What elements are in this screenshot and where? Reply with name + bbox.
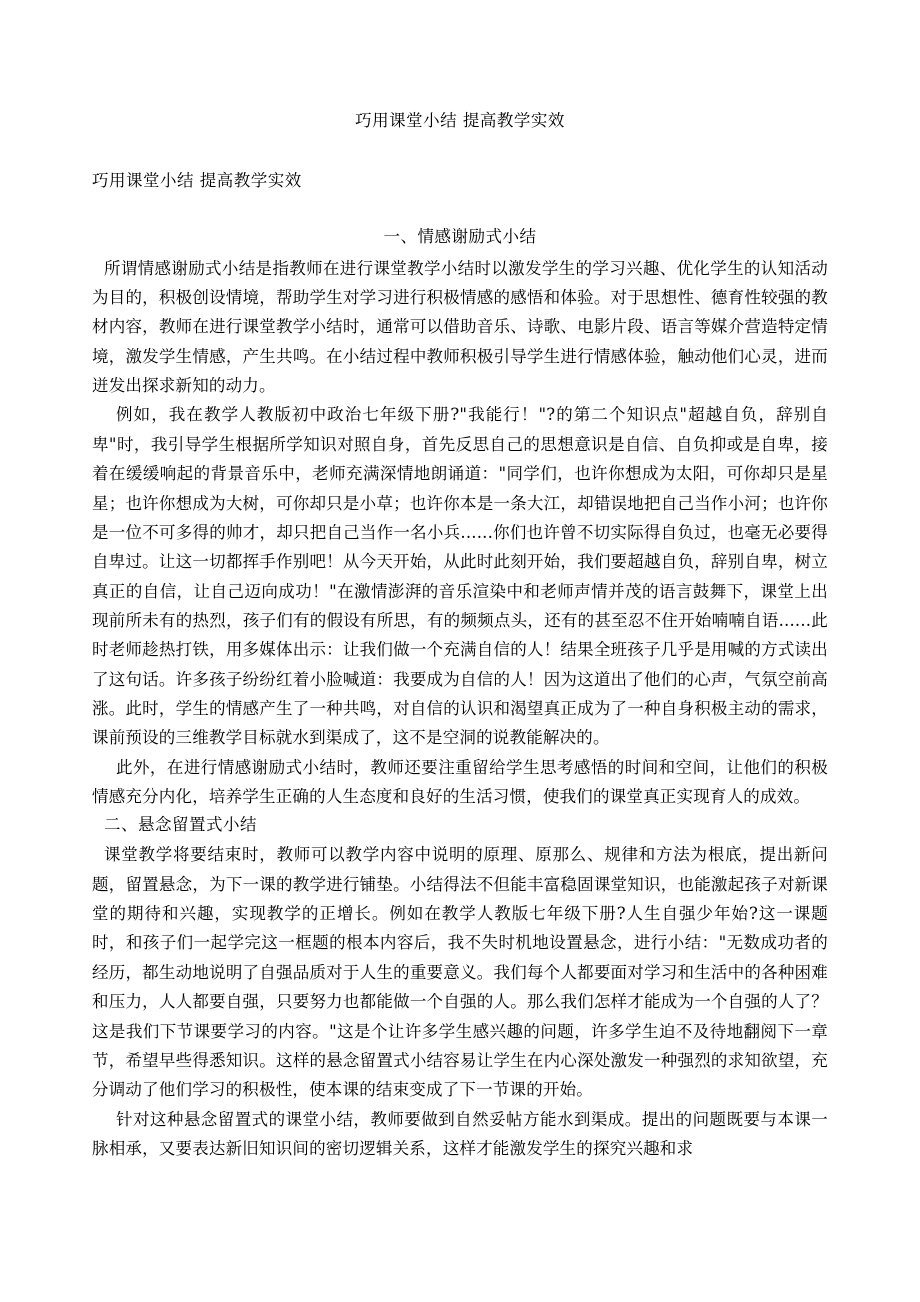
paragraph-1-2: 例如，我在教学人教版初中政治七年级下册?"我能行！"?的第二个知识点"超越自负，辞别自卑"时，我引导学生根据所学知识对照自身，首先反思自己的思想意识是自信、自负抑或是自卑，接着在缓缓响起的背景音乐中，老师充满深情地朗诵道："同学们，也许你想成为太阳，可你却只是星星；也许你想成为大树，可你却只是小草；也许你本是一条大江，却错误地把自己当作小河；也许你是一位不可多得的帅才，却只把自己当作一名小兵......你们也许曾不切实际得自负过，也毫无必要得自卑过。让这一切都挥手作别吧！从今天开始，从此时此刻开始，我们要超越自负，辞别自卑，树立真正的自信，让自己迈向成功！"在激情澎湃的音乐渲染中和老师声情并茂的语言鼓舞下，课堂上出现前所未有的热烈，孩子们有的假设有所思，有的频频点头，还有的甚至忍不住开始喃喃自语......此时老师趁热打铁，用多媒体出示：让我们做一个充满自信的人！结果全班孩子几乎是用喊的方式读出了这句话。许多孩子纷纷红着小脸喊道：我要成为自信的人！因为这道出了他们的心声，气氛空前高涨。此时，学生的情感产生了一种共鸣，对自信的认识和渴望真正成为了一种自身积极主动的需求，课前预设的三维教学目标就水到渠成了，这不是空洞的说教能解决的。 (92, 405, 828, 748)
document-subtitle: 巧用课堂小结 提高教学实效 (92, 171, 302, 191)
section-emotional-encouragement (92, 223, 828, 812)
section-heading-2: 二、悬念留置式小结 (104, 815, 257, 835)
paragraph-1-3: 此外，在进行情感谢励式小结时，教师还要注重留给学生思考感悟的时间和空间，让他们的积极情感充分内化，培养学生正确的人生态度和良好的生活习惯，使我们的课堂真正实现育人的成效。 (92, 757, 828, 807)
paragraph-1-1: 所谓情感谢励式小结是指教师在进行课堂教学小结时以激发学生的学习兴趣、优化学生的认知活动为目的，积极创设情境，帮助学生对学习进行积极情感的感悟和体验。对于思想性、德育性较强的教材内容，教师在进行课堂教学小结时，通常可以借助音乐、诗歌、电影片段、语言等媒介营造特定情境，激发学生情感，产生共鸣。在小结过程中教师积极引导学生进行情感体验，触动他们心灵，进而迸发出探求新知的动力。 (92, 258, 828, 396)
page-title: 巧用课堂小结 提高教学实效 (355, 111, 565, 130)
paragraph-2-1: 课堂教学将要结束时，教师可以教学内容中说明的原理、原那么、规律和方法为根底，提出新问题，留置悬念，为下一课的教学进行铺垫。小结得法不但能丰富稳固课堂知识，也能激起孩子对新课堂的期待和兴趣，实现教学的正增长。例如在教学人教版七年级下册?人生自强少年始?这一课题时，和孩子们一起学完这一框题的根本内容后，我不失时机地设置悬念，进行小结："无数成功者的经历，都生动地说明了自强品质对于人生的重要意义。我们每个人都要面对学习和生活中的各种困难和压力，人人都要自强，只要努力也都能做一个自强的人。那么我们怎样才能成为一个自强的人了？这是我们下节课要学习的内容。"这是个让许多学生感兴趣的问题，许多学生迫不及待地翻阅下一章节，希望早些得悉知识。这样的悬念留置式小结容易让学生在内心深处激发一种强烈的求知欲望，充分调动了他们学习的积极性，使本课的结束变成了下一节课的开始。 (92, 845, 828, 1100)
paragraph-2-2: 针对这种悬念留置式的课堂小结，教师要做到自然妥帖方能水到渠成。提出的问题既要与本课一脉相承，又要表达新旧知识间的密切逻辑关系，这样才能激发学生的探究兴趣和求 (92, 1109, 828, 1158)
section-heading-1: 一、情感谢励式小结 (383, 226, 537, 246)
section-suspense-setting (92, 811, 828, 1163)
